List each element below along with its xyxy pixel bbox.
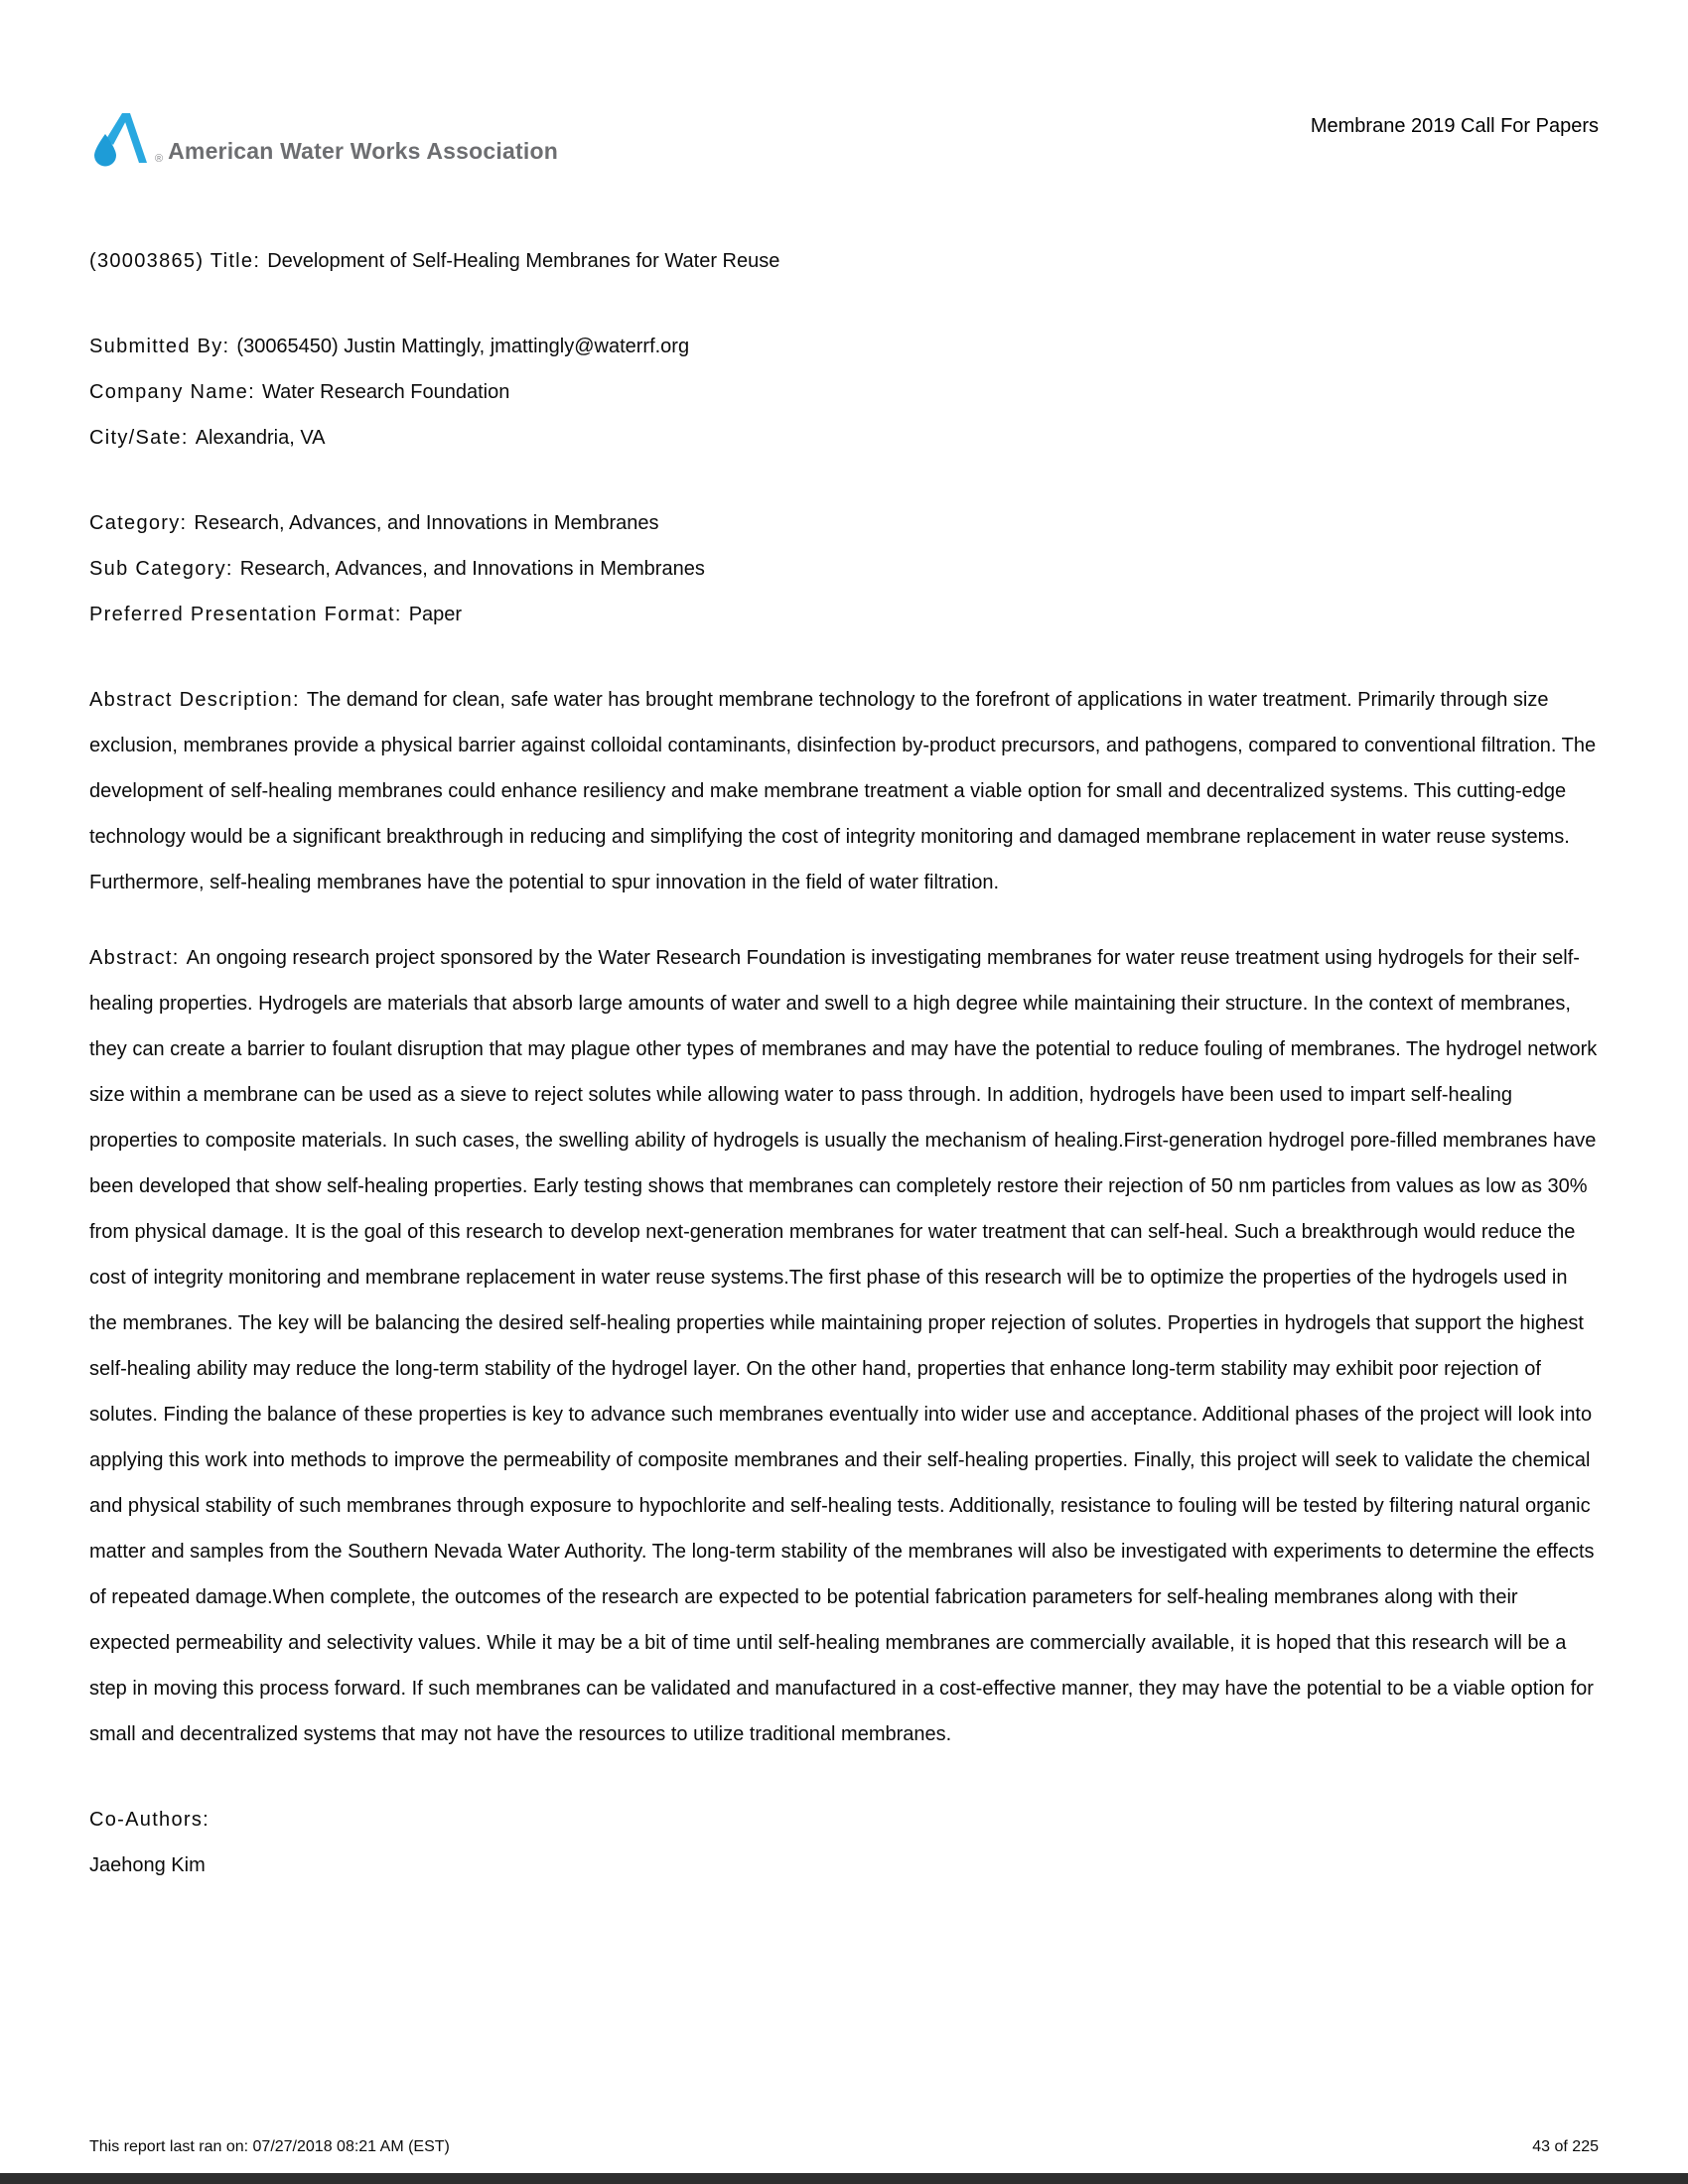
footer-page-number: 43 of 225 (1532, 2138, 1599, 2155)
abstract-description-text: The demand for clean, safe water has brought membrane technology to the forefront of applications in water treatment. Primarily through size exclusion, membranes provide a physical barrier against colloidal contaminants, disinfection by-product precursors, and pathogens, compared to conventional filtration. The development of self-healing membranes could enhance resiliency and make membrane treatment a viable option for small and decentralized systems. This cutting-edge technology would be a significant breakthrough in reducing and simplifying the cost of integrity monitoring and damaged membrane replacement in water reuse systems. Furthermore, self-healing membranes have the potential to spur innovation in the field of water filtration. (89, 689, 1597, 893)
submission-title-value: Development of Self-Healing Membranes for Water Reuse (267, 250, 780, 272)
sub-category-line (89, 546, 1599, 592)
abstract-paragraph (89, 935, 1599, 1757)
sub-category-value: Research, Advances, and Innovations in Membranes (239, 558, 705, 580)
presentation-format-label: Preferred Presentation Format: (89, 604, 402, 625)
sub-category-label: Sub Category: (89, 558, 233, 580)
city-state-value: Alexandria, VA (195, 427, 326, 449)
city-state-label: City/Sate: (89, 427, 189, 449)
company-name-label: Company Name: (89, 381, 255, 403)
logo-org-name: American Water Works Association (168, 138, 558, 164)
page-bottom-edge (0, 2173, 1688, 2184)
category-line (89, 500, 1599, 546)
presentation-format-line (89, 592, 1599, 637)
company-name-line (89, 369, 1599, 415)
submitted-by-label: Submitted By: (89, 336, 230, 357)
registered-trademark: ® (155, 153, 164, 165)
company-name-value: Water Research Foundation (261, 381, 510, 403)
co-authors-heading (89, 1797, 1599, 1843)
page-header (89, 0, 1599, 167)
abstract-text: An ongoing research project sponsored by the Water Research Foundation is investigating membranes for water reuse treatment using hydrogels for their self-healing properties. Hydrogels are materials that absorb large amounts of water and swell to a high degree while maintaining their structure. In the context of membranes, they can create a barrier to foulant disruption that may plague other types of membranes and may have the potential to reduce fouling of membranes. The hydrogel network size within a membrane can be used as a sieve to reject solutes while allowing water to pass through. In addition, hydrogels have been used to impart self-healing properties to composite materials. In such cases, the swelling ability of hydrogels is usually the mechanism of healing.First-generation hydrogel pore-filled membranes have been developed that show self-healing properties. Early testing shows that membranes can completely restore their rejection of 50 nm particles from values as low as 30% from physical damage. It is the goal of this research to develop next-generation membranes for water treatment that can self-heal. Such a breakthrough would reduce the cost of integrity monitoring and membrane replacement in water reuse systems.The first phase of this research will be to optimize the properties of the hydrogels used in the membranes. The key will be balancing the desired self-healing properties while maintaining proper rejection of solutes. Properties in hydrogels that support the highest self-healing ability may reduce the long-term stability of the hydrogel layer. On the other hand, properties that enhance long-term stability may exhibit poor rejection of solutes. Finding the balance of these properties is key to advance such membranes eventually into wider use and acceptance. Additional phases of the project will look into applying this work into methods to improve the permeability of composite membranes and their self-healing properties. Finally, this project will seek to validate the chemical and physical stability of such membranes through exposure to hypochlorite and self-healing tests. Additionally, resistance to fouling will be tested by filtering natural organic matter and samples from the Southern Nevada Water Authority. The long-term stability of the membranes will also be investigated with experiments to determine the effects of repeated damage.When complete, the outcomes of the research are expected to be potential fabrication parameters for self-healing membranes along with their expected permeability and selectivity values. While it may be a bit of time until self-healing membranes are commercially available, it is hoped that this research will be a step in moving this process forward. If such membranes can be validated and manufactured in a cost-effective manner, they may have the potential to be a viable option for small and decentralized systems that may not have the resources to utilize traditional membranes. (89, 947, 1598, 1745)
submitted-by-line (89, 324, 1599, 369)
water-drop-logo-icon (89, 109, 153, 167)
report-title: Membrane 2019 Call For Papers (1310, 115, 1599, 137)
report-content (89, 238, 1599, 1888)
footer-last-ran-text: This report last ran on: 07/27/2018 08:21 AM (EST) (89, 2138, 450, 2155)
awwa-logo (89, 109, 558, 167)
abstract-label: Abstract: (89, 947, 180, 969)
presentation-format-value: Paper (408, 604, 463, 625)
submitted-by-value: (30065450) Justin Mattingly, jmattingly@waterrf.org (236, 336, 690, 357)
co-authors-label: Co-Authors: (89, 1809, 211, 1831)
category-value: Research, Advances, and Innovations in Membranes (194, 512, 659, 534)
city-state-line (89, 415, 1599, 461)
abstract-description-paragraph (89, 677, 1599, 905)
submission-title-line (89, 238, 1599, 284)
abstract-description-label: Abstract Description: (89, 689, 300, 711)
submission-id-title-label: (30003865) Title: (89, 250, 261, 272)
category-label: Category: (89, 512, 188, 534)
page-footer (89, 2138, 1599, 2156)
co-author-name-value: Jaehong Kim (89, 1854, 206, 1876)
co-author-name (89, 1843, 1599, 1888)
